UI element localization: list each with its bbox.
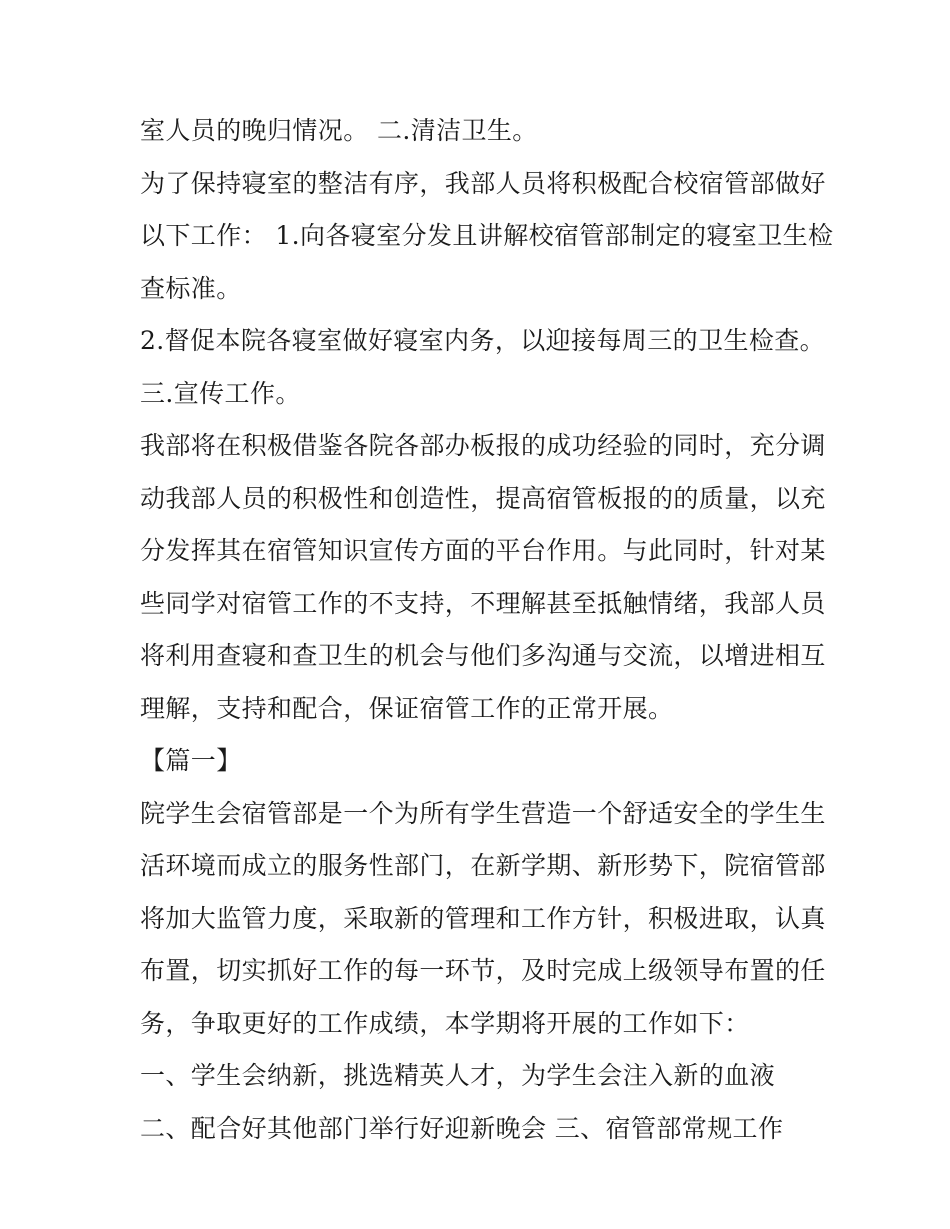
- text-line: 务，争取更好的工作成绩，本学期将开展的工作如下：: [140, 1008, 750, 1038]
- text-line: 院学生会宿管部是一个为所有学生营造一个舒适安全的学生生: [140, 798, 826, 828]
- text-line: 分发挥其在宿管知识宣传方面的平台作用。与此同时，针对某: [140, 536, 826, 565]
- text-line: 我部将在积极借鉴各院各部办板报的成功经验的同时，充分调: [140, 431, 826, 460]
- text-line: 2.督促本院各寝室做好寝室内务，以迎接每周三的卫生检查。: [140, 326, 826, 355]
- list-item: 二、配合好其他部门举行好迎新晚会 三、宿管部常规工作: [140, 1113, 784, 1143]
- text-line: 查标准。: [140, 273, 242, 303]
- text-line: 将利用查寝和查卫生的机会与他们多沟通与交流，以增进相互: [140, 641, 826, 670]
- section-heading: 三.宣传工作。: [140, 378, 301, 408]
- text-line: 为了保持寝室的整洁有序，我部人员将积极配合校宿管部做好: [140, 168, 826, 198]
- text-line: 将加大监管力度，采取新的管理和工作方针，积极进取，认真: [140, 903, 826, 933]
- text-line: 动我部人员的积极性和创造性，提高宿管板报的的质量，以充: [140, 483, 826, 513]
- section-heading: 【篇一】: [140, 746, 242, 775]
- text-line: 些同学对宿管工作的不支持，不理解甚至抵触情绪，我部人员: [140, 588, 826, 618]
- text-line: 活环境而成立的服务性部门，在新学期、新形势下，院宿管部: [140, 851, 826, 880]
- text-line: 室人员的晚归情况。 二.清洁卫生。: [140, 116, 538, 145]
- document-body: [140, 105, 834, 1155]
- text-line: 理解，支持和配合，保证宿管工作的正常开展。: [140, 693, 674, 723]
- text-line: 布置，切实抓好工作的每一环节，及时完成上级领导布置的任: [140, 956, 826, 985]
- text-line: 以下工作： 1.向各寝室分发且讲解校宿管部制定的寝室卫生检: [140, 221, 834, 250]
- list-item: 一、学生会纳新，挑选精英人才，为学生会注入新的血液: [140, 1061, 776, 1090]
